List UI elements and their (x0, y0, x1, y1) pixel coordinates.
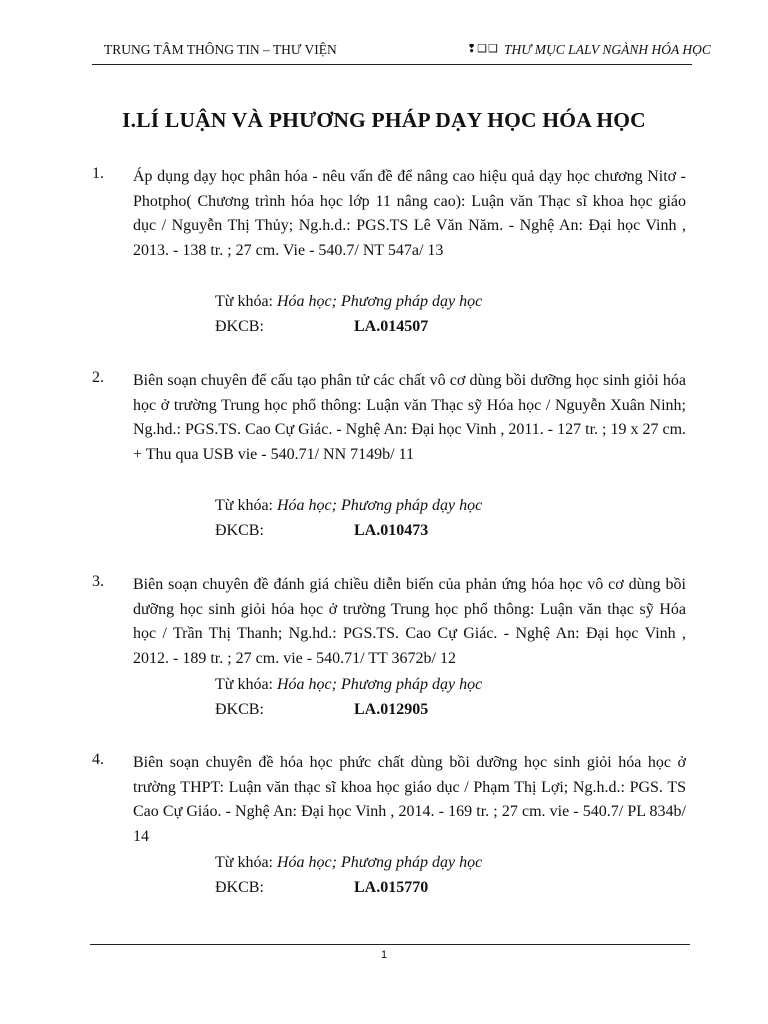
entry-citation: Biên soạn chuyên để cấu tạo phân tử các chất vô cơ dùng bồi dưỡng học sinh giỏi hóa học ở trường Trung học phổ thông: Luận văn Thạc sỹ Hóa học / Nguyễn Xuân Ninh; Ng.hd.: PGS.TS. Cao Cự Giác. - Nghệ An: Đại học Vinh , 2011. - 127 tr. ; 19 x 27 cm. + Thu qua USB vie - 540.71/ NN 7149b/ 11 (133, 372, 687, 463)
keywords-label: Từ khóa: (215, 497, 277, 514)
entry-dkcb (215, 318, 429, 336)
header-symbol-glyphs: ❢❑❑ (467, 42, 499, 55)
header-catalog-title: THƯ MỤC LALV NGÀNH HÓA HỌC (504, 42, 711, 57)
dkcb-value: LA.014507 (354, 318, 429, 335)
entry-number: 4. (92, 751, 104, 768)
entry-citation: Biên soạn chuyên đề hóa học phức chất dùng bồi dưỡng học sinh giỏi hóa học ở trường THPT: Luận văn thạc sĩ khoa học giáo dục / Phạm Thị Lợi; Ng.h.d.: PGS. TS Cao Cự Giáo. - Nghệ An: Đại học Vinh , 2014. - 169 tr. ; 27 cm. vie - 540.7/ PL 834b/ 14 (133, 754, 686, 845)
footer-divider (90, 944, 690, 945)
entry-keywords (215, 676, 482, 694)
page-header (92, 38, 711, 65)
keywords-label: Từ khóa: (215, 293, 277, 310)
entry-keywords (215, 293, 482, 311)
section-title: I.LÍ LUẬN VÀ PHƯƠNG PHÁP DẠY HỌC HÓA HỌC (122, 108, 646, 132)
dkcb-value: LA.012905 (354, 701, 429, 718)
entry-dkcb (215, 522, 429, 540)
keywords-value: Hóa học; Phương pháp dạy học (277, 854, 483, 871)
entry-dkcb (215, 701, 429, 719)
page-number: 1 (380, 949, 388, 961)
header-library-name: TRUNG TÂM THÔNG TIN – THƯ VIỆN (104, 42, 337, 57)
entry-citation: Áp dụng dạy học phân hóa - nêu vấn đề để nâng cao hiệu quả dạy học chương Nitơ - Photpho( Chương trình hóa học lớp 11 nâng cao): Luận văn Thạc sĩ khoa học giáo dục / Nguyễn Thị Thủy; Ng.h.d.: PGS.TS Lê Văn Năm. - Nghệ An: Đại học Vinh , 2013. - 138 tr. ; 27 cm. Vie - 540.7/ NT 547a/ 13 (133, 168, 686, 259)
dkcb-label: ĐKCB: (215, 318, 264, 335)
entry-citation: Biên soạn chuyên đề đánh giá chiều diễn biến của phản ứng hóa học vô cơ dùng bồi dưỡng học sinh giỏi hóa học ở trường Trung học phổ thông: Luận văn thạc sỹ Hóa học / Trần Thị Thanh; Ng.hd.: PGS.TS. Cao Cự Giác. - Nghệ An: Đại học Vinh , 2012. - 189 tr. ; 27 cm. vie - 540.71/ TT 3672b/ 12 (133, 576, 686, 667)
keywords-value: Hóa học; Phương pháp dạy học (277, 676, 483, 693)
keywords-label: Từ khóa: (215, 854, 277, 871)
entry-number: 3. (92, 573, 104, 590)
dkcb-label: ĐKCB: (215, 879, 264, 896)
entry-keywords (215, 854, 482, 872)
entry-number: 2. (92, 369, 104, 386)
dkcb-value: LA.010473 (354, 522, 429, 539)
keywords-value: Hóa học; Phương pháp dạy học (277, 497, 483, 514)
dkcb-value: LA.015770 (354, 879, 429, 896)
dkcb-label: ĐKCB: (215, 522, 264, 539)
entry-dkcb (215, 879, 429, 897)
keywords-value: Hóa học; Phương pháp dạy học (277, 293, 483, 310)
entry-number: 1. (92, 165, 104, 182)
keywords-label: Từ khóa: (215, 676, 277, 693)
entry-keywords (215, 497, 482, 515)
dkcb-label: ĐKCB: (215, 701, 264, 718)
